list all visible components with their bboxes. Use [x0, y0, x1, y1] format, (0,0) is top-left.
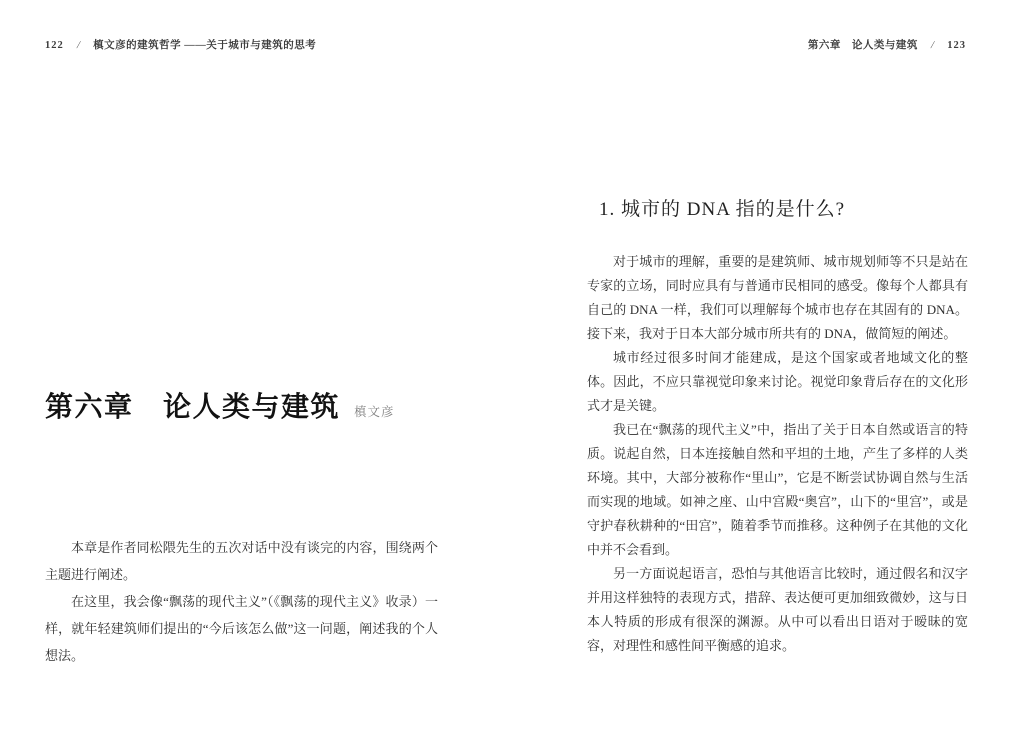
paragraph: 对于城市的理解，重要的是建筑师、城市规划师等不只是站在专家的立场，同时应具有与普通市民相同的感受。像每个人都具有自己的 DNA 一样，我们可以理解每个城市也存在其固有的 DNA。接下来，我对于日本大部分城市所共有的 DNA，做简短的阐述。	[587, 254, 968, 341]
page-number-right: 123	[947, 40, 966, 51]
paragraph: 在这里，我会像“飘荡的现代主义”（《飘荡的现代主义》收录）一样，就年轻建筑师们提出的“今后该怎么做”这一问题，阐述我的个人想法。	[45, 594, 438, 663]
chapter-title: 第六章 论人类与建筑	[45, 391, 341, 422]
right-page-body	[587, 250, 968, 658]
paragraph: 本章是作者同松隈先生的五次对话中没有谈完的内容，围绕两个主题进行阐述。	[45, 540, 438, 582]
running-header-left	[45, 37, 316, 52]
page-number-left: 122	[45, 40, 64, 51]
header-separator-right: /	[929, 40, 936, 51]
chapter-author: 槙文彦	[354, 405, 395, 419]
running-header-right	[808, 37, 966, 52]
chapter-title-row	[45, 385, 525, 425]
book-title: 槙文彦的建筑哲学 ——关于城市与建筑的思考	[93, 40, 317, 51]
header-separator-left: /	[75, 40, 82, 51]
section-heading: 1. 城市的 DNA 指的是什么?	[599, 199, 846, 220]
paragraph: 城市经过很多时间才能建成，是这个国家或者地域文化的整体。因此，不应只靠视觉印象来讨论。视觉印象背后存在的文化形式才是关键。	[587, 350, 968, 413]
chapter-label: 第六章 论人类与建筑	[807, 40, 918, 51]
paragraph: 我已在“飘荡的现代主义”中，指出了关于日本自然或语言的特质。说起自然，日本连接触自然和平坦的土地，产生了多样的人类环境。其中，大部分被称作“里山”，它是不断尝试协调自然与生活而实现的地域。如神之座、山中宫殿“奥宫”，山下的“里宫”，或是守护春秋耕种的“田宫”，随着季节而推移。这种例子在其他的文化中并不会看到。	[587, 422, 968, 557]
left-page-body	[45, 534, 438, 669]
paragraph: 另一方面说起语言，恐怕与其他语言比较时，通过假名和汉字并用这样独特的表现方式，措辞、表达便可更加细致微妙，这与日本人特质的形成有很深的渊源。从中可以看出日语对于暧昧的宽容，对理性和感性间平衡感的追求。	[587, 566, 968, 653]
